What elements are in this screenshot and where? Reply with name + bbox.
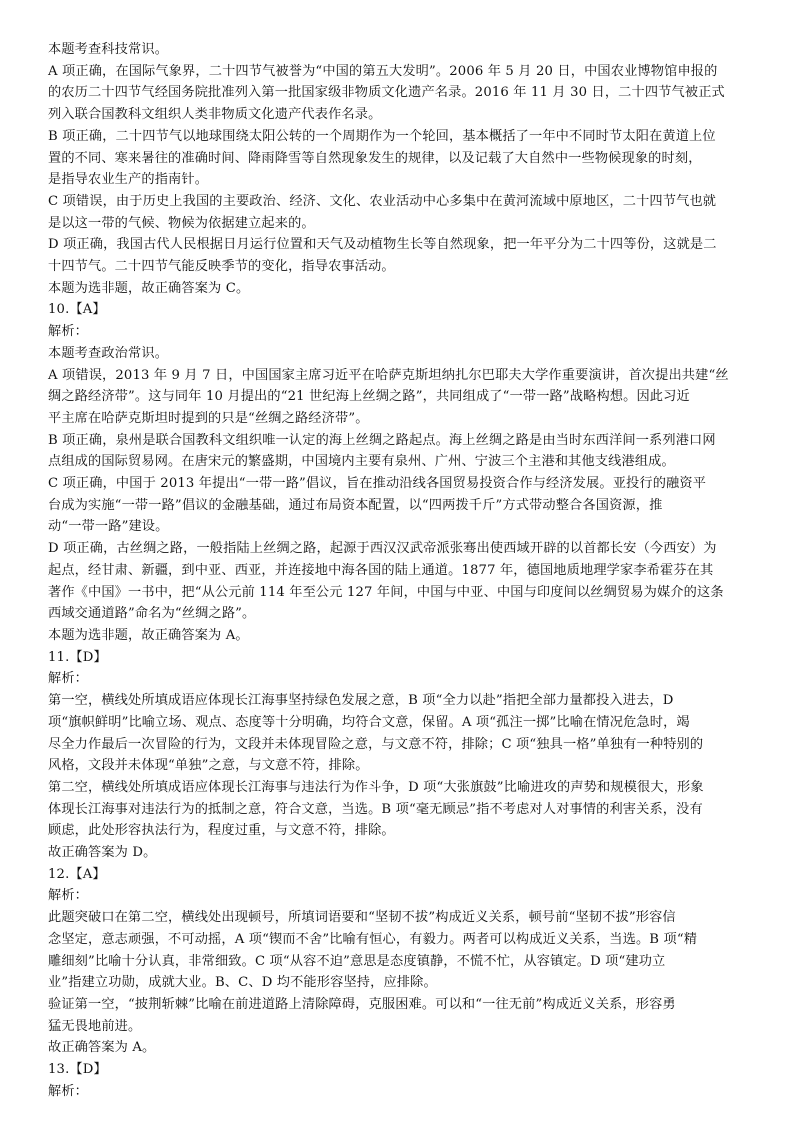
- text-line: 动“一带一路”建设。: [48, 519, 169, 535]
- question-heading: 12.【A】: [48, 866, 106, 882]
- text-line: B 项正确，二十四节气以地球围绕太阳公转的一个周期作为一个轮回，基本概括了一年中不同时节太阳在黄道上位: [48, 128, 716, 144]
- text-line: 念坚定，意志顽强，不可动摇，A 项“锲而不舍”比喻有恒心，有毅力。两者可以构成近义关系，当选。B 项“精: [48, 931, 698, 947]
- answer-line: 本题为选非题，故正确答案为 A。: [48, 627, 249, 643]
- text-line: 尽全力作最后一次冒险的行为，文段并未体现冒险之意，与文意不符，排除；C 项“独具一格”单独有一种特别的: [48, 736, 704, 752]
- text-line: A 项正确，在国际气象界，二十四节气被誉为“中国的第五大发明”。2006 年 5 月 20 日，中国农业博物馆申报的: [48, 63, 718, 79]
- text-line: 本题考查科技常识。: [48, 42, 169, 57]
- text-line: 第二空，横线处所填成语应体现长江海事与违法行为作斗争，D 项“大张旗鼓”比喻进攻的声势和规模很大，形象: [48, 779, 704, 795]
- text-line: D 项正确，古丝绸之路，一般指陆上丝绸之路，起源于西汉汉武帝派张骞出使西域开辟的以首都长安（今西安）为: [48, 541, 717, 557]
- answer-line: 故正确答案为 A。: [48, 1040, 156, 1056]
- text-line: 西域交通道路”命名为“丝绸之路”。: [48, 606, 256, 622]
- question-heading: 13.【D】: [48, 1062, 107, 1078]
- text-line: 体现长江海事对违法行为的抵制之意，符合文意，当选。B 项“毫无顾忌”指不考虑对人对事情的利害关系，没有: [48, 801, 703, 817]
- text-line: 起点，经甘肃、新疆，到中亚、西亚，并连接地中海各国的陆上通道。1877 年，德国地质地理学家李希霍芬在其: [48, 562, 714, 578]
- analysis-label: 解析：: [48, 324, 89, 340]
- text-line: 顾虑，此处形容执法行为，程度过重，与文意不符，排除。: [48, 823, 395, 839]
- text-line: A 项错误，2013 年 9 月 7 日，中国国家主席习近平在哈萨克斯坦纳扎尔巴耶夫大学作重要演讲，首次提出共建“丝: [48, 367, 729, 383]
- text-line: 著作《中国》一书中，把“从公元前 114 年至公元 127 年间，中国与中亚、中国与印度间以丝绸贸易为媒介的这条: [48, 584, 724, 600]
- text-line: 风格，文段并未体现“单独”之意，与文意不符，排除。: [48, 758, 369, 774]
- text-line: D 项正确，我国古代人民根据日月运行位置和天气及动植物生长等自然现象，把一年平分为二十四等份，这就是二: [48, 237, 717, 253]
- text-line: 的农历二十四节气经国务院批准列入第一批国家级非物质文化遗产名录。2016 年 11 月 30 日，二十四节气被正式: [48, 85, 725, 101]
- text-line: 列入联合国教科文组织人类非物质文化遗产代表作名录。: [48, 107, 382, 123]
- text-line: 置的不同、寒来暑往的准确时间、降雨降雪等自然现象发生的规律，以及记载了大自然中一些物候现象的时刻，: [48, 150, 702, 166]
- text-line: B 项正确，泉州是联合国教科文组织唯一认定的海上丝绸之路起点。海上丝绸之路是由当时东西洋间一系列港口网: [48, 432, 716, 448]
- text-line: 雕细刻”比喻十分认真，非常细致。C 项“从容不迫”意思是态度镇静，不慌不忙，从容镇定。D 项“建功立: [48, 953, 666, 969]
- text-line: 本题考查政治常识。: [48, 345, 169, 361]
- text-line: 猛无畏地前进。: [48, 1018, 142, 1034]
- analysis-label: 解析：: [48, 671, 89, 687]
- text-line: 台成为实施“一带一路”倡议的金融基础，通过布局资本配置，以“四两拨千斤”方式带动整合各国资源，推: [48, 497, 663, 513]
- text-line: 是指导农业生产的指南针。: [48, 172, 209, 188]
- text-line: 绸之路经济带”。这与同年 10 月提出的“21 世纪海上丝绸之路”，共同组成了“一带一路”战略构想。因此习近: [48, 389, 690, 405]
- text-line: 平主席在哈萨克斯坦时提到的只是“丝绸之路经济带”。: [48, 410, 369, 426]
- text-line: 点组成的国际贸易网。在唐宋元的繁盛期，中国境内主要有泉州、广州、宁波三个主港和其他支线港组成。: [48, 454, 675, 470]
- text-line: 验证第一空，“披荆斩棘”比喻在前进道路上清除障碍，克服困难。可以和“一往无前”构成近义关系，形容勇: [48, 996, 676, 1012]
- text-line: C 项错误，由于历史上我国的主要政治、经济、文化、农业活动中心多集中在黄河流域中原地区，二十四节气也就: [48, 193, 717, 209]
- answer-line: 故正确答案为 D。: [48, 845, 157, 861]
- text-line: C 项正确，中国于 2013 年提出“一带一路”倡议，旨在推动沿线各国贸易投资合作与经济发展。亚投行的融资平: [48, 476, 707, 492]
- text-line: 业”指建立功勋，成就大业。B、C、D 均不能形容坚持，应排除。: [48, 975, 437, 991]
- question-heading: 10.【A】: [48, 302, 106, 318]
- text-line: 是以这一带的气候、物候为依据建立起来的。: [48, 215, 315, 231]
- analysis-label: 解析：: [48, 888, 89, 904]
- answer-line: 本题为选非题，故正确答案为 C。: [48, 280, 250, 296]
- question-heading: 11.【D】: [48, 649, 107, 665]
- text-line: 此题突破口在第二空，横线处出现顿号，所填词语要和“坚韧不拔”构成近义关系，顿号前“坚韧不拔”形容信: [48, 910, 676, 926]
- text-line: 第一空，横线处所填成语应体现长江海事坚持绿色发展之意，B 项“全力以赴”指把全部力量都投入进去，D: [48, 693, 674, 709]
- text-line: 十四节气。二十四节气能反映季节的变化，指导农事活动。: [48, 259, 395, 275]
- analysis-label: 解析：: [48, 1083, 89, 1099]
- text-line: 项“旗帜鲜明”比喻立场、观点、态度等十分明确，均符合文意，保留。A 项“孤注一掷”比喻在情况危急时，竭: [48, 714, 690, 730]
